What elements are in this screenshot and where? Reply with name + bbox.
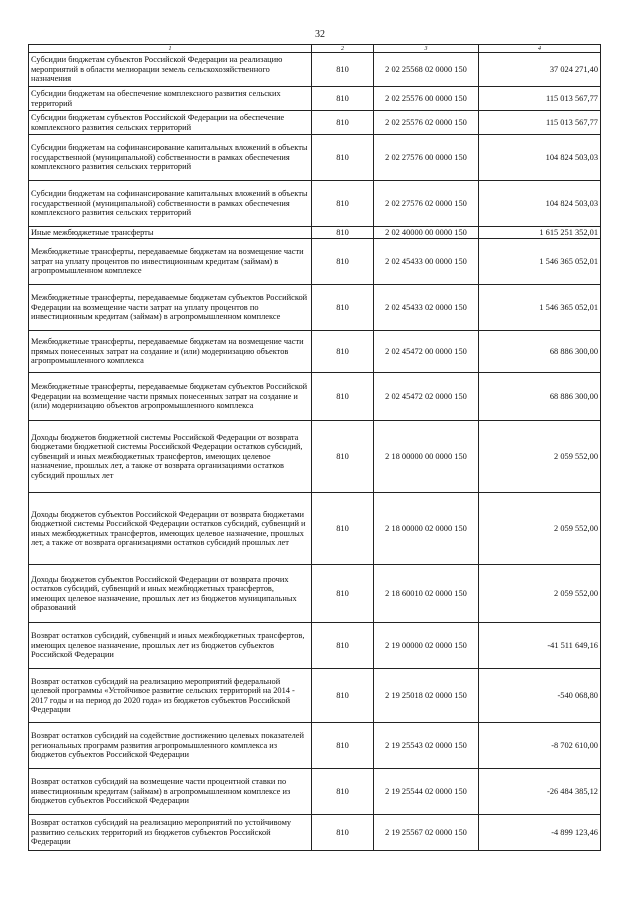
- row-amount: 104 824 503,03: [479, 181, 601, 227]
- row-admin-code: 810: [312, 373, 374, 421]
- table-row: [29, 669, 601, 723]
- row-amount: -26 484 385,12: [479, 769, 601, 815]
- row-name: Возврат остатков субсидий на содействие достижению целевых показателей региональных программ развития агропромышленного комплекса из бюджетов субъектов Российской Федерации: [29, 723, 312, 769]
- table-row: [29, 723, 601, 769]
- row-amount: 1 615 251 352,01: [479, 227, 601, 239]
- row-budget-code: 2 19 25544 02 0000 150: [374, 769, 479, 815]
- budget-revenue-table: [28, 44, 601, 851]
- row-budget-code: 2 18 00000 00 0000 150: [374, 421, 479, 493]
- row-budget-code: 2 19 00000 02 0000 150: [374, 623, 479, 669]
- row-amount: 115 013 567,77: [479, 111, 601, 135]
- table-row: [29, 285, 601, 331]
- row-admin-code: 810: [312, 815, 374, 851]
- table-row: [29, 623, 601, 669]
- row-admin-code: 810: [312, 227, 374, 239]
- column-header-admin: 2: [312, 45, 374, 53]
- row-name: Субсидии бюджетам субъектов Российской Федерации на обеспечение комплексного развития сельских территорий: [29, 111, 312, 135]
- row-budget-code: 2 02 45433 02 0000 150: [374, 285, 479, 331]
- table-row: [29, 373, 601, 421]
- row-amount: 115 013 567,77: [479, 87, 601, 111]
- row-name: Доходы бюджетов субъектов Российской Федерации от возврата прочих остатков субсидий, субвенций и иных межбюджетных трансфертов, имеющих целевое назначение, прошлых лет из бюджетов муниципальных образований: [29, 565, 312, 623]
- row-amount: 37 024 271,40: [479, 53, 601, 87]
- table-row: [29, 227, 601, 239]
- row-admin-code: 810: [312, 565, 374, 623]
- row-amount: -8 702 610,00: [479, 723, 601, 769]
- table-row: [29, 815, 601, 851]
- row-admin-code: 810: [312, 493, 374, 565]
- row-amount: -540 068,80: [479, 669, 601, 723]
- row-admin-code: 810: [312, 623, 374, 669]
- row-amount: -4 899 123,46: [479, 815, 601, 851]
- row-budget-code: 2 02 45433 00 0000 150: [374, 239, 479, 285]
- row-admin-code: 810: [312, 181, 374, 227]
- row-name: Возврат остатков субсидий, субвенций и иных межбюджетных трансфертов, имеющих целевое назначение, прошлых лет из бюджетов субъектов Российской Федерации: [29, 623, 312, 669]
- row-name: Межбюджетные трансферты, передаваемые бюджетам субъектов Российской Федерации на возмещение части прямых понесенных затрат на создание и (или) модернизацию объектов агропромышленного комплекса: [29, 373, 312, 421]
- row-name: Субсидии бюджетам субъектов Российской Федерации на реализацию мероприятий в области мелиорации земель сельскохозяйственного назначения: [29, 53, 312, 87]
- row-amount: 1 546 365 052,01: [479, 285, 601, 331]
- table-row: [29, 331, 601, 373]
- row-budget-code: 2 02 27576 00 0000 150: [374, 135, 479, 181]
- row-budget-code: 2 19 25543 02 0000 150: [374, 723, 479, 769]
- column-header-amount: 4: [479, 45, 601, 53]
- row-name: Возврат остатков субсидий на возмещение части процентной ставки по инвестиционным кредитам (займам) в агропромышленном комплексе из бюджетов субъектов Российской Федерации: [29, 769, 312, 815]
- table-row: [29, 421, 601, 493]
- table-row: [29, 53, 601, 87]
- row-budget-code: 2 02 25576 00 0000 150: [374, 87, 479, 111]
- row-name: Доходы бюджетов субъектов Российской Федерации от возврата бюджетами бюджетной системы Российской Федерации остатков субсидий, субвенций и иных межбюджетных трансфертов, имеющих целевое назначение, прошлых лет, а также от возврата организациями остатков субсидий прошлых лет: [29, 493, 312, 565]
- table-row: [29, 87, 601, 111]
- row-budget-code: 2 02 27576 02 0000 150: [374, 181, 479, 227]
- row-budget-code: 2 18 60010 02 0000 150: [374, 565, 479, 623]
- row-budget-code: 2 02 25568 02 0000 150: [374, 53, 479, 87]
- row-name: Доходы бюджетов бюджетной системы Российской Федерации от возврата бюджетами бюджетной системы Российской Федерации остатков субсидий, субвенций и иных межбюджетных трансфертов, имеющих целевое назначение, прошлых лет, а также от возврата организациями остатков субсидий прошлых лет: [29, 421, 312, 493]
- row-name: Межбюджетные трансферты, передаваемые бюджетам на возмещение части затрат на уплату процентов по инвестиционным кредитам (займам) в агропромышленном комплексе: [29, 239, 312, 285]
- row-admin-code: 810: [312, 87, 374, 111]
- row-admin-code: 810: [312, 53, 374, 87]
- row-name: Субсидии бюджетам на софинансирование капитальных вложений в объекты государственной (муниципальной) собственности в рамках обеспечения комплексного развития сельских территорий: [29, 181, 312, 227]
- row-admin-code: 810: [312, 723, 374, 769]
- row-name: Возврат остатков субсидий на реализацию мероприятий по устойчивому развитию сельских территорий из бюджетов субъектов Российской Федерации: [29, 815, 312, 851]
- table-row: [29, 181, 601, 227]
- row-name: Межбюджетные трансферты, передаваемые бюджетам на возмещение части прямых понесенных затрат на создание и (или) модернизацию объектов агропромышленного комплекса: [29, 331, 312, 373]
- column-header-name: 1: [29, 45, 312, 53]
- row-amount: -41 511 649,16: [479, 623, 601, 669]
- table-row: [29, 239, 601, 285]
- row-name: Возврат остатков субсидий на реализацию мероприятий федеральной целевой программы «Устойчивое развитие сельских территорий на 2014 - 2017 годы и на период до 2020 года» из бюджетов субъектов Российской Федерации: [29, 669, 312, 723]
- row-name: Субсидии бюджетам на софинансирование капитальных вложений в объекты государственной (муниципальной) собственности в рамках обеспечения комплексного развития сельских территорий: [29, 135, 312, 181]
- row-budget-code: 2 02 45472 02 0000 150: [374, 373, 479, 421]
- row-amount: 2 059 552,00: [479, 493, 601, 565]
- table-row: [29, 111, 601, 135]
- row-admin-code: 810: [312, 421, 374, 493]
- row-amount: 2 059 552,00: [479, 421, 601, 493]
- row-admin-code: 810: [312, 769, 374, 815]
- row-amount: 1 546 365 052,01: [479, 239, 601, 285]
- row-budget-code: 2 02 40000 00 0000 150: [374, 227, 479, 239]
- row-admin-code: 810: [312, 669, 374, 723]
- row-budget-code: 2 02 45472 00 0000 150: [374, 331, 479, 373]
- table-row: [29, 135, 601, 181]
- column-header-code: 3: [374, 45, 479, 53]
- table-row: [29, 769, 601, 815]
- row-admin-code: 810: [312, 239, 374, 285]
- row-admin-code: 810: [312, 285, 374, 331]
- table-row: [29, 493, 601, 565]
- row-amount: 68 886 300,00: [479, 331, 601, 373]
- row-admin-code: 810: [312, 111, 374, 135]
- row-admin-code: 810: [312, 135, 374, 181]
- row-budget-code: 2 19 25567 02 0000 150: [374, 815, 479, 851]
- row-name: Межбюджетные трансферты, передаваемые бюджетам субъектов Российской Федерации на возмещение части затрат на уплату процентов по инвестиционным кредитам (займам) в агропромышленном комплексе: [29, 285, 312, 331]
- table-row: [29, 565, 601, 623]
- row-budget-code: 2 19 25018 02 0000 150: [374, 669, 479, 723]
- row-name: Субсидии бюджетам на обеспечение комплексного развития сельских территорий: [29, 87, 312, 111]
- row-amount: 104 824 503,03: [479, 135, 601, 181]
- row-amount: 68 886 300,00: [479, 373, 601, 421]
- table-header-row: [29, 45, 601, 53]
- row-name: Иные межбюджетные трансферты: [29, 227, 312, 239]
- row-budget-code: 2 02 25576 02 0000 150: [374, 111, 479, 135]
- row-budget-code: 2 18 00000 02 0000 150: [374, 493, 479, 565]
- page-number: 32: [315, 29, 325, 40]
- row-admin-code: 810: [312, 331, 374, 373]
- row-amount: 2 059 552,00: [479, 565, 601, 623]
